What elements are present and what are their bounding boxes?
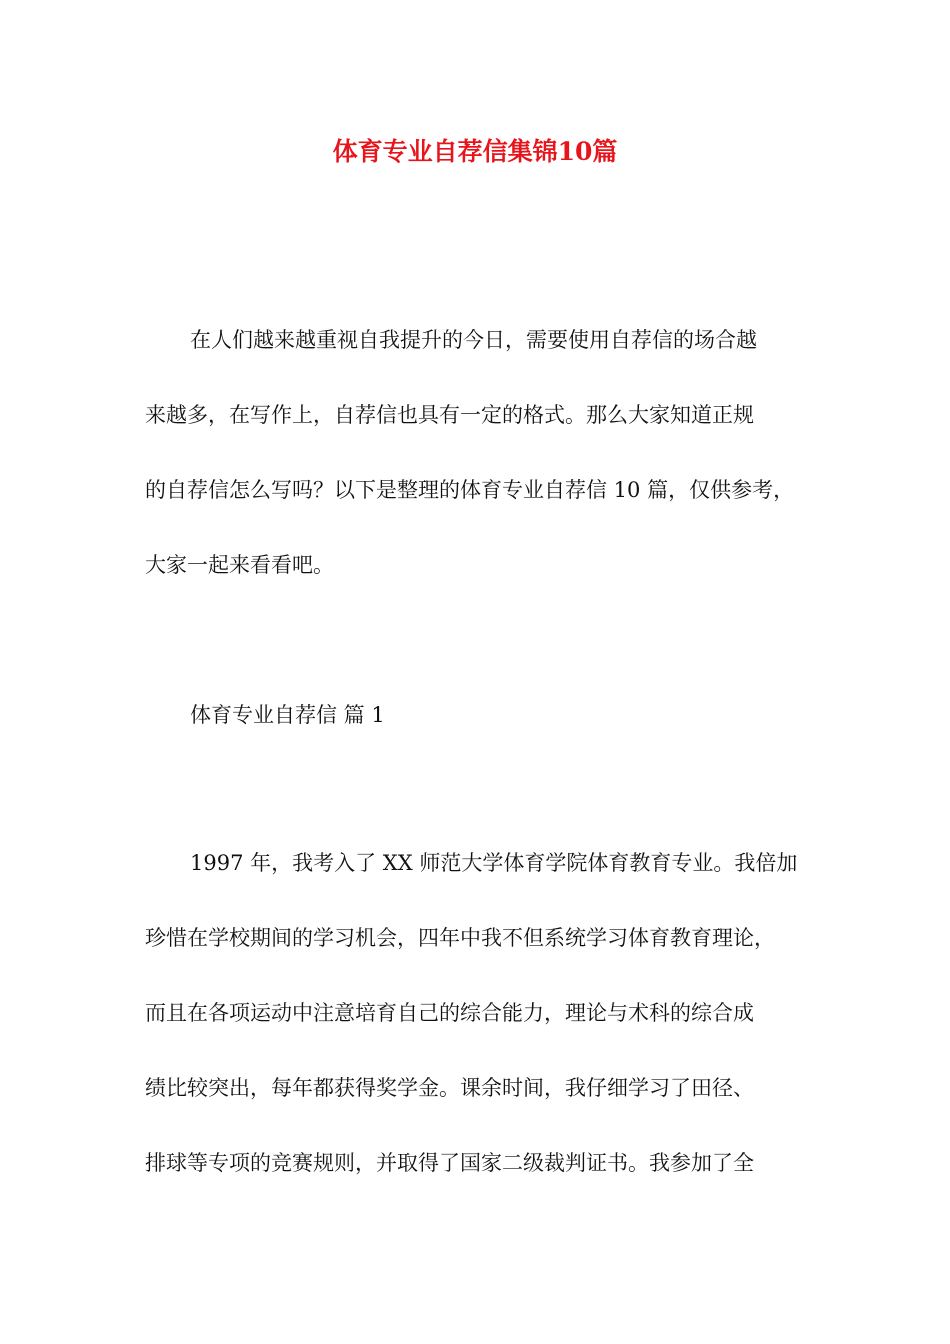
body-line: 排球等专项的竞赛规则，并取得了国家二级裁判证书。我参加了全 (145, 1151, 754, 1175)
document-title: 体育专业自荐信集锦10篇 (332, 137, 618, 166)
intro-line: 大家一起来看看吧。 (145, 553, 334, 577)
body-line: 1997 年，我考入了 XX 师范大学体育学院体育教育专业。我倍加 (190, 851, 798, 875)
body-line: 珍惜在学校期间的学习机会，四年中我不但系统学习体育教育理论， (145, 926, 775, 950)
body-line: 而且在各项运动中注意培育自己的综合能力，理论与术科的综合成 (145, 1001, 754, 1025)
intro-line: 在人们越来越重视自我提升的今日，需要使用自荐信的场合越 (190, 328, 757, 352)
body-line: 绩比较突出，每年都获得奖学金。课余时间，我仔细学习了田径、 (145, 1076, 754, 1100)
intro-line: 的自荐信怎么写吗？以下是整理的体育专业自荐信 10 篇，仅供参考， (145, 478, 795, 502)
intro-line: 来越多，在写作上，自荐信也具有一定的格式。那么大家知道正规 (145, 403, 754, 427)
section-heading: 体育专业自荐信 篇 1 (190, 703, 385, 727)
